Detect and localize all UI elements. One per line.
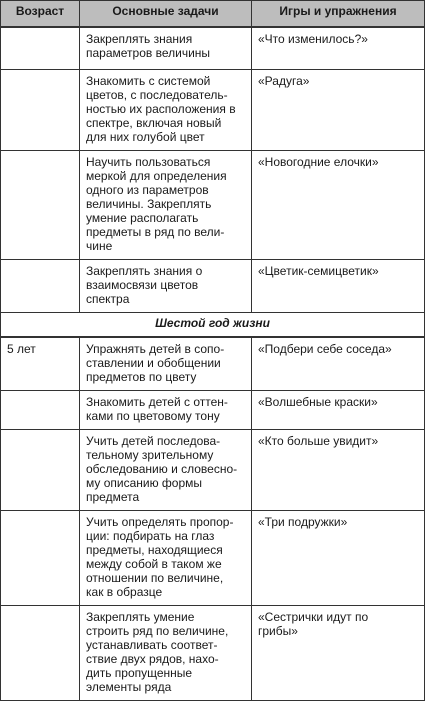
task-cell: Учить определять пропор- ции: подбирать на глаз предметы, находящиеся между собой в таком же отношении по величине, как в образце (80, 510, 252, 605)
game-cell: «Сестрички идут по грибы» (252, 605, 425, 700)
section-row (1, 312, 425, 337)
table-body (1, 27, 425, 700)
age-cell (1, 27, 80, 69)
section-title: Шестой год жизни (1, 312, 425, 337)
task-cell: Учить детей последова- тельному зрительному обследованию и словесно- му описанию формы предмета (80, 429, 252, 510)
age-cell: 5 лет (1, 337, 80, 391)
header-age: Возраст (1, 1, 80, 28)
task-cell: Знакомить детей с оттен- ками по цветовому тону (80, 390, 252, 429)
game-cell: «Что изменилось?» (252, 27, 425, 69)
table-row (1, 337, 425, 391)
game-cell: «Цветик-семицветик» (252, 259, 425, 312)
task-cell: Закреплять знания о взаимосвязи цветов спектра (80, 259, 252, 312)
header-tasks: Основные задачи (80, 1, 252, 28)
age-cell (1, 259, 80, 312)
table-row (1, 150, 425, 259)
task-cell: Научить пользоваться меркой для определения одного из параметров величины. Закреплять умение располагать предметы в ряд по вели- чине (80, 150, 252, 259)
task-cell: Знакомить с системой цветов, с последователь- ностью их расположения в спектре, включая новый для них голубой цвет (80, 69, 252, 150)
table-row (1, 69, 425, 150)
age-cell (1, 150, 80, 259)
age-cell (1, 69, 80, 150)
game-cell: «Радуга» (252, 69, 425, 150)
header-games: Игры и упражнения (252, 1, 425, 28)
table-row (1, 429, 425, 510)
table-row (1, 27, 425, 69)
age-cell (1, 510, 80, 605)
age-cell (1, 429, 80, 510)
table-row (1, 390, 425, 429)
task-cell: Закреплять умение строить ряд по величине, устанавливать соответ- ствие двух рядов, нахо- дить пропущенные элементы ряда (80, 605, 252, 700)
task-cell: Упражнять детей в сопо- ставлении и обобщении предметов по цвету (80, 337, 252, 391)
table-row (1, 259, 425, 312)
game-cell: «Волшебные краски» (252, 390, 425, 429)
table-row (1, 510, 425, 605)
table-header (1, 1, 425, 28)
task-cell: Закреплять знания параметров величины (80, 27, 252, 69)
game-cell: «Три подружки» (252, 510, 425, 605)
game-cell: «Кто больше увидит» (252, 429, 425, 510)
game-cell: «Подбери себе соседа» (252, 337, 425, 391)
table-row (1, 605, 425, 700)
game-cell: «Новогодние елочки» (252, 150, 425, 259)
age-cell (1, 390, 80, 429)
age-cell (1, 605, 80, 700)
